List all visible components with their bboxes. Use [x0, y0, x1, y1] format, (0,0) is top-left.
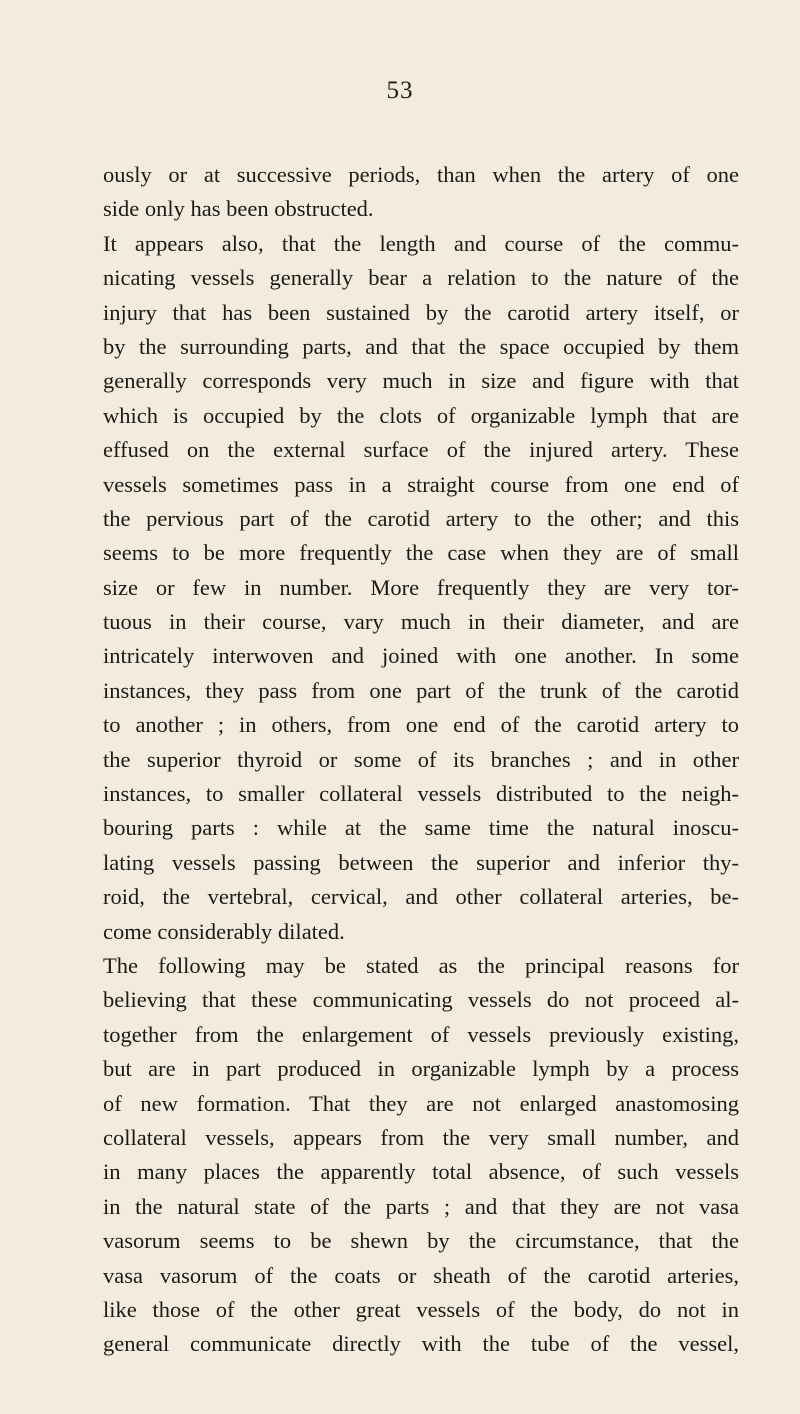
text-line: It appears also, that the length and course of the commu-	[103, 230, 739, 256]
text-line: nicating vessels generally bear a relation to the nature of the	[103, 265, 739, 291]
text-line: vasa vasorum of the coats or sheath of the carotid arteries,	[103, 1262, 739, 1288]
text-line: lating vessels passing between the superior and inferior thy-	[103, 849, 739, 875]
text-line: collateral vessels, appears from the very small number, and	[103, 1124, 739, 1150]
text-line: vasorum seems to be shewn by the circumstance, that the	[103, 1228, 739, 1254]
text-line: of new formation. That they are not enlarged anastomosing	[103, 1090, 739, 1116]
text-line: intricately interwoven and joined with one another. In some	[103, 643, 739, 669]
text-line: generally corresponds very much in size and figure with that	[103, 368, 739, 394]
text-line: effused on the external surface of the injured artery. These	[103, 437, 739, 463]
text-line: in many places the apparently total absence, of such vessels	[103, 1159, 739, 1185]
text-line: The following may be stated as the principal reasons for	[103, 952, 739, 978]
body-text	[103, 158, 739, 1362]
text-line: tuous in their course, vary much in their diameter, and are	[103, 609, 739, 635]
text-line: ously or at successive periods, than when the artery of one	[103, 162, 739, 187]
text-line: side only has been obstructed.	[103, 196, 374, 222]
text-line: bouring parts : while at the same time the natural inoscu-	[103, 815, 739, 841]
text-line: but are in part produced in organizable lymph by a process	[103, 1056, 739, 1082]
text-line: by the surrounding parts, and that the space occupied by them	[103, 333, 739, 359]
text-line: which is occupied by the clots of organizable lymph that are	[103, 402, 739, 428]
text-line: instances, to smaller collateral vessels distributed to the neigh-	[103, 781, 739, 807]
text-line: the superior thyroid or some of its branches ; and in other	[103, 746, 739, 772]
text-line: come considerably dilated.	[103, 918, 345, 944]
text-line: in the natural state of the parts ; and that they are not vasa	[103, 1193, 739, 1219]
text-line: roid, the vertebral, cervical, and other collateral arteries, be-	[103, 884, 739, 910]
text-line: vessels sometimes pass in a straight course from one end of	[103, 471, 739, 497]
text-line: seems to be more frequently the case when they are of small	[103, 540, 739, 566]
text-line: injury that has been sustained by the carotid artery itself, or	[103, 299, 739, 325]
text-line: to another ; in others, from one end of the carotid artery to	[103, 712, 739, 738]
text-line: the pervious part of the carotid artery to the other; and this	[103, 505, 739, 531]
text-line: like those of the other great vessels of the body, do not in	[103, 1296, 739, 1322]
text-line: general communicate directly with the tube of the vessel,	[103, 1331, 739, 1357]
text-line: instances, they pass from one part of the trunk of the carotid	[103, 677, 739, 703]
text-line: together from the enlargement of vessels previously existing,	[103, 1021, 739, 1047]
page-number: 53	[386, 77, 414, 104]
text-line: size or few in number. More frequently they are very tor-	[103, 574, 739, 600]
text-line: believing that these communicating vessels do not proceed al-	[103, 987, 739, 1013]
